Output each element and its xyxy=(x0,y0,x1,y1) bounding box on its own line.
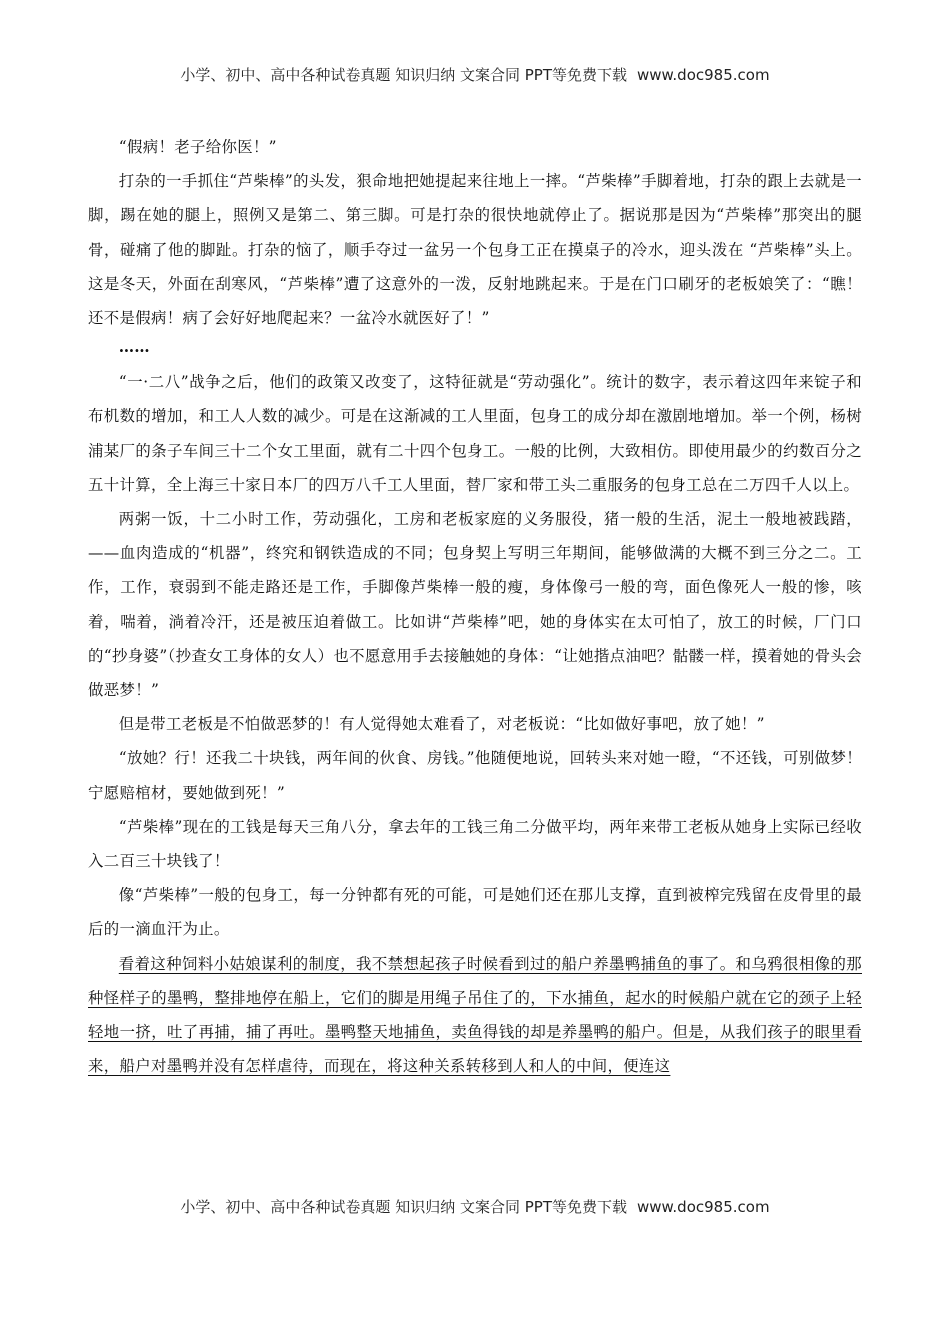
paragraph: 但是带工老板是不怕做恶梦的！有人觉得她太难看了，对老板说：“比如做好事吧，放了她！” xyxy=(118,715,765,734)
footer-site-link[interactable]: www.doc985.com xyxy=(636,1198,770,1216)
page-footer xyxy=(0,1196,950,1217)
paragraph: “放她？行！还我二十块钱，两年间的伙食、房钱。”他随便地说，回转头来对她一瞪，“不还钱，可别做梦！宁愿赔棺材，要她做到死！” xyxy=(88,749,862,802)
article-body xyxy=(88,130,862,1083)
header-site-link[interactable]: www.doc985.com xyxy=(636,66,770,84)
paragraph: 两粥一饭，十二小时工作，劳动强化，工房和老板家庭的义务服役，猪一般的生活，泥土一般地被践踏，——血肉造成的“机器”，终究和钢铁造成的不同；包身契上写明三年期间，能够做满的大概不到三分之二。工作，工作，衰弱到不能走路还是工作，手脚像芦柴棒一般的瘦，身体像弓一般的弯，面色像死人一般的惨，咳着，喘着，淌着冷汗，还是被压迫着做工。比如讲“芦柴棒”吧，她的身体实在太可怕了，放工的时候，厂门口的“抄身婆”（抄查女工身体的女人）也不愿意用手去接触她的身体：“让她揩点油吧？骷髅一样，摸着她的骨头会做恶梦！” xyxy=(88,510,862,700)
footer-text: 小学、初中、高中各种试卷真题 知识归纳 文案合同 PPT等免费下载 xyxy=(180,1198,627,1216)
paragraph: “一·二八”战争之后，他们的政策又改变了，这特征就是“劳动强化”。统计的数字，表示着这四年来锭子和布机数的增加，和工人人数的减少。可是在这渐减的工人里面，包身工的成分却在激剧地增加。举一个例，杨树浦某厂的条子车间三十二个女工里面，就有二十四个包身工。一般的比例，大致相仿。即使用最少的约数百分之五十计算，全上海三十家日本厂的四万八千工人里面，替厂家和带工头二重服务的包身工总在二万四千人以上。 xyxy=(88,373,862,494)
paragraph: “芦柴棒”现在的工钱是每天三角八分，拿去年的工钱三角二分做平均，两年来带工老板从她身上实际已经收入二百三十块钱了！ xyxy=(88,817,862,871)
paragraph: “假病！老子给你医！” xyxy=(118,138,277,156)
paragraph: 像“芦柴棒”一般的包身工，每一分钟都有死的可能，可是她们还在那儿支撑，直到被榨完残留在皮骨里的最后的一滴血汗为止。 xyxy=(88,886,862,939)
underlined-paragraph: 看着这种饲料小姑娘谋利的制度，我不禁想起孩子时候看到过的船户养墨鸭捕鱼的事了。和乌鸦很相像的那种怪样子的墨鸭，整排地停在船上，它们的脚是用绳子吊住了的，下水捕鱼，起水的时候船户就在它的颈子上轻轻地一挤，吐了再捕，捕了再吐。墨鸭整天地捕鱼，卖鱼得钱的却是养墨鸭的船户。但是，从我们孩子的眼里看来，船户对墨鸭并没有怎样虐待，而现在，将这种关系转移到人和人的中间，便连这 xyxy=(88,954,862,1076)
paragraph: 打杂的一手抓住“芦柴棒”的头发，狠命地把她提起来往地上一摔。“芦柴棒”手脚着地，打杂的跟上去就是一脚，踢在她的腿上，照例又是第二、第三脚。可是打杂的很快地就停止了。据说那是因为“芦柴棒”那突出的腿骨，碰痛了他的脚趾。打杂的恼了，顺手夺过一盆另一个包身工正在摸桌子的冷水，迎头泼在 “芦柴棒”头上。这是冬天，外面在刮寒风，“芦柴棒”遭了这意外的一泼，反射地跳起来。于是在门口刷牙的老板娘笑了：“瞧！还不是假病！病了会好好地爬起来？一盆冷水就医好了！” xyxy=(88,172,862,328)
ellipsis-separator: …… xyxy=(118,338,150,357)
header-text: 小学、初中、高中各种试卷真题 知识归纳 文案合同 PPT等免费下载 xyxy=(180,66,627,84)
page-header xyxy=(0,64,950,85)
